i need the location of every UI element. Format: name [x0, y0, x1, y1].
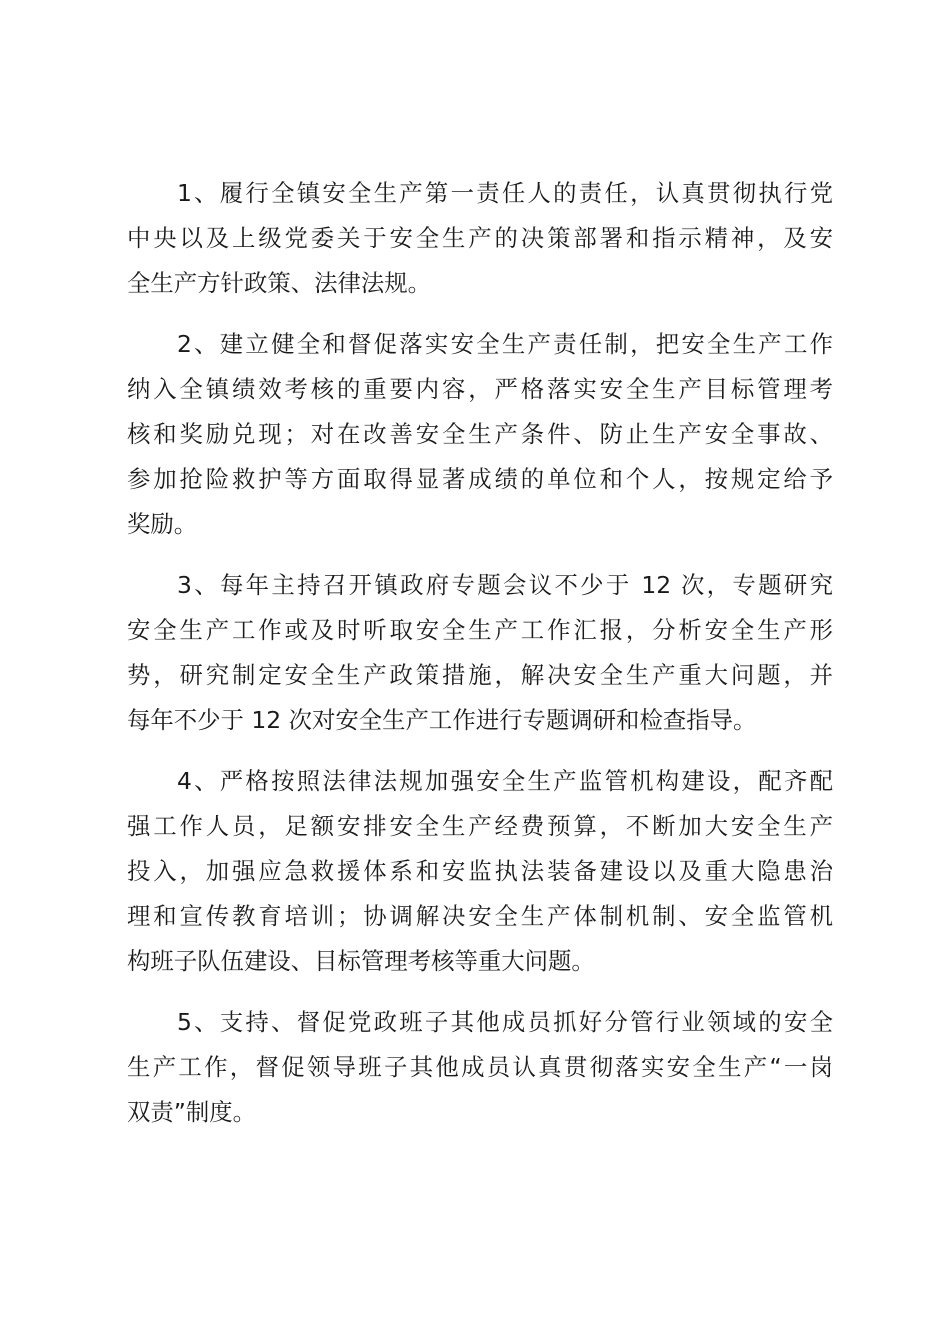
paragraph-4: [127, 759, 833, 984]
paragraph-line: 纳入全镇绩效考核的重要内容，严格落实安全生产目标管理考: [127, 375, 833, 403]
paragraph-3: [127, 563, 833, 743]
paragraph-line: 投入，加强应急救援体系和安监执法装备建设以及重大隐患治: [127, 857, 833, 885]
paragraph-line: 每年不少于 12 次对安全生产工作进行专题调研和检查指导。: [127, 706, 757, 734]
paragraph-line: 强工作人员，足额安排安全生产经费预算，不断加大安全生产: [127, 812, 833, 840]
paragraph-line: 生产工作，督促领导班子其他成员认真贯彻落实安全生产“一岗: [127, 1053, 833, 1081]
paragraph-line: 双责”制度。: [127, 1098, 257, 1126]
paragraph-line: 5、支持、督促党政班子其他成员抓好分管行业领域的安全: [177, 1008, 833, 1036]
paragraph-line: 全生产方针政策、法律法规。: [127, 269, 432, 297]
paragraph-line: 3、每年主持召开镇政府专题会议不少于 12 次，专题研究: [177, 571, 833, 599]
paragraph-line: 构班子队伍建设、目标管理考核等重大问题。: [127, 947, 595, 975]
paragraph-line: 4、严格按照法律法规加强安全生产监管机构建设，配齐配: [177, 767, 833, 795]
paragraph-line: 参加抢险救护等方面取得显著成绩的单位和个人，按规定给予: [127, 465, 833, 493]
paragraph-line: 势，研究制定安全生产政策措施，解决安全生产重大问题，并: [127, 661, 833, 689]
paragraph-line: 1、履行全镇安全生产第一责任人的责任，认真贯彻执行党: [177, 179, 833, 207]
paragraph-line: 理和宣传教育培训；协调解决安全生产体制机制、安全监管机: [127, 902, 833, 930]
document-body: [127, 171, 833, 1151]
paragraph-line: 2、建立健全和督促落实安全生产责任制，把安全生产工作: [177, 330, 833, 358]
paragraph-line: 核和奖励兑现；对在改善安全生产条件、防止生产安全事故、: [127, 420, 833, 448]
paragraph-line: 安全生产工作或及时听取安全生产工作汇报，分析安全生产形: [127, 616, 833, 644]
paragraph-line: 奖励。: [127, 510, 198, 538]
paragraph-2: [127, 322, 833, 547]
paragraph-5: [127, 1000, 833, 1135]
paragraph-line: 中央以及上级党委关于安全生产的决策部署和指示精神，及安: [127, 224, 833, 252]
paragraph-1: [127, 171, 833, 306]
